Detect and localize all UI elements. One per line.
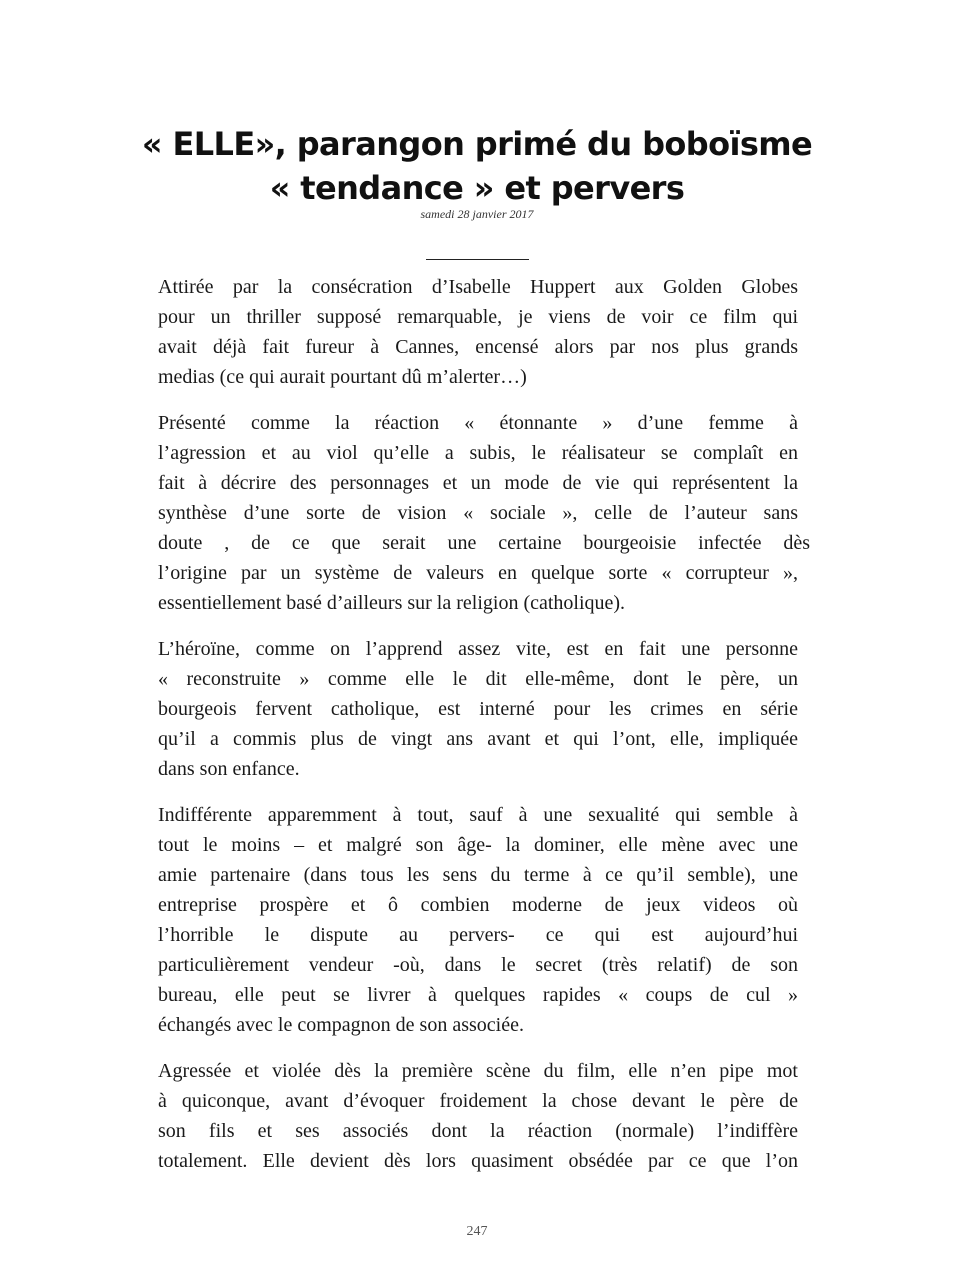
text-line: synthèse d’une sorte de vision « sociale », celle de l’auteur sans [158,502,798,524]
text-line: entreprise prospère et ô combien moderne de jeux videos où [158,894,798,916]
text-line: Agressée et violée dès la première scène du film, elle n’en pipe mot [158,1060,798,1082]
text-line: son fils et ses associés dont la réaction (normale) l’indiffère [158,1120,798,1142]
text-line: essentiellement basé d’ailleurs sur la religion (catholique). [158,592,626,614]
paragraph-4 [158,800,798,1040]
text-line: qu’il a commis plus de vingt ans avant et qui l’ont, elle, impliquée [158,728,798,750]
text-line: fait à décrire des personnages et un mode de vie qui représentent la [158,472,798,494]
text-line: avait déjà fait fureur à Cannes, encensé alors par nos plus grands [158,336,798,358]
text-line: totalement. Elle devient dès lors quasiment obsédée par ce que l’on [158,1150,798,1172]
text-line: pour un thriller supposé remarquable, je viens de voir ce film qui [158,306,798,328]
paragraph-2 [158,408,810,618]
text-line: à quiconque, avant d’évoquer froidement la chose devant le père de [158,1090,798,1112]
paragraph-5 [158,1056,798,1176]
title-divider [426,259,529,260]
text-line: particulièrement vendeur -où, dans le secret (très relatif) de son [158,954,798,976]
text-line: Attirée par la consécration d’Isabelle Huppert aux Golden Globes [158,276,798,298]
publication-date: samedi 28 janvier 2017 [420,207,534,221]
page-number: 247 [466,1224,488,1239]
text-line: dans son enfance. [158,758,300,780]
text-line: l’origine par un système de valeurs en quelque sorte « corrupteur », [158,562,798,584]
paragraph-3 [158,634,798,784]
text-line: L’héroïne, comme on l’apprend assez vite, est en fait une personne [158,638,798,660]
text-line: tout le moins – et malgré son âge- la dominer, elle mène avec une [158,834,798,856]
text-line: doute , de ce que serait une certaine bourgeoisie infectée dès [158,532,810,554]
article-body [158,272,810,1192]
text-line: bourgeois fervent catholique, est interné pour les crimes en série [158,698,798,720]
text-line: l’agression et au viol qu’elle a subis, le réalisateur se complaît en [158,442,798,464]
article-title [120,122,834,210]
paragraph-1 [158,272,798,392]
title-line-2: « tendance » et pervers [269,169,685,207]
text-line: Indifférente apparemment à tout, sauf à une sexualité qui semble à [158,804,798,826]
text-line: bureau, elle peut se livrer à quelques rapides « coups de cul » [158,984,798,1006]
title-line-1: « ELLE», parangon primé du boboïsme [141,125,813,163]
text-line: amie partenaire (dans tous les sens du terme à ce qu’il semble), une [158,864,798,886]
text-line: medias (ce qui aurait pourtant dû m’alerter…) [158,366,527,388]
text-line: « reconstruite » comme elle le dit elle-même, dont le père, un [158,668,798,690]
text-line: l’horrible le dispute au pervers- ce qui est aujourd’hui [158,924,798,946]
text-line: Présenté comme la réaction « étonnante » d’une femme à [158,412,798,434]
text-line: échangés avec le compagnon de son associée. [158,1014,524,1036]
